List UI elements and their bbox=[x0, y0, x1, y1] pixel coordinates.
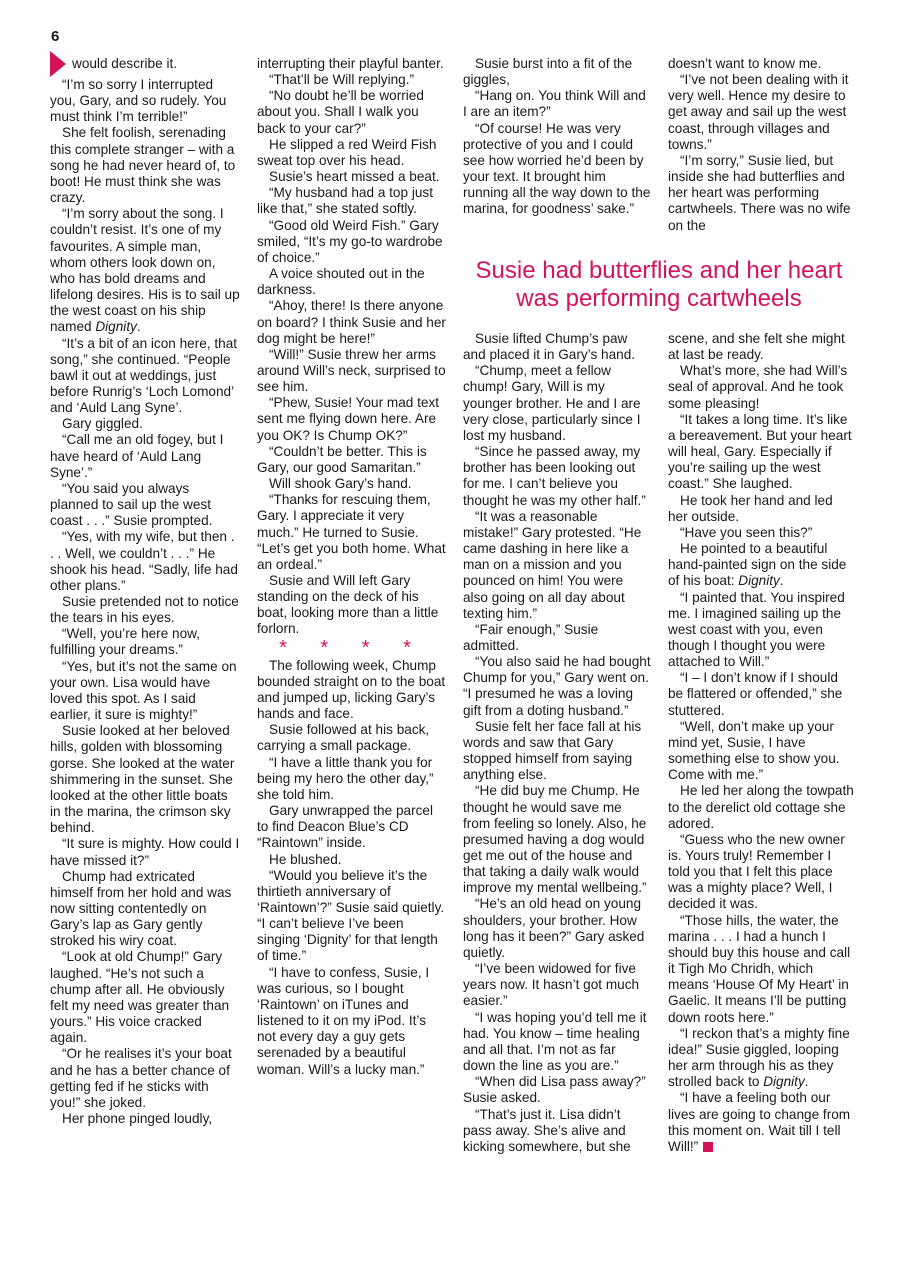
paragraph: Susie pretended not to notice the tears in his eyes. bbox=[50, 594, 239, 626]
paragraph: “Guess who the new owner is. Yours truly! Remember I told you that I felt this place was a mighty place? Well, I decided it was. bbox=[668, 831, 845, 912]
paragraph: “I painted that. You inspired me. I imagined sailing up the west coast with you, even though I thought you were attached to Will.” bbox=[668, 589, 845, 670]
paragraph: “Good old Weird Fish.” Gary smiled, “It’s my go-to wardrobe of choice.” bbox=[257, 217, 443, 265]
paragraph: “He’s an old head on young shoulders, your brother. How long has it been?” Gary asked quietly. bbox=[463, 896, 645, 960]
square-end-icon bbox=[703, 1142, 713, 1152]
paragraph: He slipped a red Weird Fish sweat top over his head. bbox=[257, 136, 437, 168]
paragraph: “Those hills, the water, the marina . . . I had a hunch I should buy this house and call it Tigh Mo Chridh, which means ‘House Of My Heart’ in Gaelic. It means I’ll be putting down roots here.” bbox=[668, 912, 851, 1025]
paragraph: The following week, Chump bounded straight on to the boat and jumped up, licking Gary’s hands and face. bbox=[257, 657, 446, 722]
paragraph: Gary unwrapped the parcel to find Deacon Blue’s CD “Raintown” inside. bbox=[257, 803, 433, 851]
paragraph: He blushed. bbox=[269, 851, 342, 867]
column-1 bbox=[50, 56, 240, 1127]
column-3-bottom bbox=[463, 331, 651, 1155]
paragraph: “He did buy me Chump. He thought he would save me from feeling so lonely. Also, he presumed having a dog would get me out of the house and that taking a daily walk would improve my mental wellbeing.” bbox=[463, 783, 647, 896]
section-break-stars: * * * * bbox=[279, 636, 425, 659]
paragraph: “Ahoy, there! Is there anyone on board? I think Susie and her dog might be here!” bbox=[257, 298, 446, 346]
paragraph: Gary giggled. bbox=[62, 416, 143, 432]
paragraph: doesn’t want to know me. bbox=[668, 56, 822, 71]
paragraph: “I have a feeling both our lives are going to change from this moment on. Wait till I tell Will!” bbox=[668, 1090, 851, 1154]
paragraph: Susie felt her face fall at his words and saw that Gary stopped himself from saying anything else. bbox=[463, 718, 642, 783]
paragraph: “I have to confess, Susie, I was curious, so I bought ‘Raintown’ on iTunes and listened to it on my iPod. It’s not every day a guy gets serenaded by a beautiful woman. Will’s a lucky man.” bbox=[257, 964, 430, 1077]
paragraph: “I – I don’t know if I should be flattered or offended,” she stuttered. bbox=[668, 670, 843, 718]
paragraph: “Fair enough,” Susie admitted. bbox=[463, 621, 599, 653]
paragraph: Susie and Will left Gary standing on the deck of his boat, looking more than a little forlorn. bbox=[257, 573, 439, 637]
paragraph: “Have you seen this?” bbox=[680, 524, 813, 540]
paragraph: would describe it. bbox=[50, 56, 240, 77]
paragraph: He took her hand and led her outside. bbox=[668, 492, 833, 524]
column-4-bottom bbox=[668, 331, 856, 1155]
paragraph: “Look at old Chump!” Gary laughed. “He’s not such a chump after all. He obviously felt my need was greater than yours.” His voice cracked again. bbox=[50, 949, 230, 1046]
paragraph: He pointed to a beautiful hand-painted sign on the side of his boat: Dignity. bbox=[668, 541, 847, 589]
paragraph: “Or he realises it’s your boat and he has a better chance of getting fed if he sticks with you!” she joked. bbox=[50, 1046, 232, 1110]
paragraph: “I have a little thank you for being my hero the other day,” she told him. bbox=[257, 754, 434, 802]
paragraph: “Well, you’re here now, fulfilling your dreams.” bbox=[50, 626, 201, 658]
paragraph: “I reckon that’s a mighty fine idea!” Susie giggled, looping her arm through his as they strolled back to Dignity. bbox=[668, 1025, 850, 1090]
paragraph: “Hang on. You think Will and I are an item?” bbox=[463, 88, 646, 120]
paragraph: “Phew, Susie! Your mad text sent me flying down here. Are you OK? Is Chump OK?” bbox=[257, 395, 440, 443]
triangle-arrow-icon bbox=[50, 51, 66, 77]
paragraph: “I’ve been widowed for five years now. It hasn’t got much easier.” bbox=[463, 961, 640, 1009]
paragraph: Susie’s heart missed a beat. bbox=[269, 169, 440, 185]
paragraph: What’s more, she had Will’s seal of approval. And he took some pleasing! bbox=[668, 363, 848, 411]
paragraph: “It’s a bit of an icon here, that song,” she continued. “People bawl it out at weddings, just before Runrig’s ‘Loch Lomond’ and ‘Auld Lang Syne’. bbox=[50, 335, 238, 416]
paragraph: Chump had extricated himself from her hold and was now sitting contentedly on Gary’s lap as Gary gently stroked his wiry coat. bbox=[50, 868, 232, 949]
paragraph: “Well, don’t make up your mind yet, Susie, I have something else to show you. Come with me.” bbox=[668, 718, 840, 783]
paragraph: “I’m sorry about the song. I couldn’t resist. It’s one of my favourites. A simple man, whom others look down on, who has bold dreams and lifelong desires. His is to sail up the west coast on his ship named Dignity. bbox=[50, 206, 240, 335]
paragraph: She felt foolish, serenading this complete stranger – with a song he had never heard of, to boot! He must think she was crazy. bbox=[50, 125, 236, 206]
paragraph: He led her along the towpath to the derelict old cottage she adored. bbox=[668, 783, 854, 831]
column-3-top bbox=[463, 56, 651, 218]
paragraph: Susie burst into a fit of the giggles, bbox=[463, 56, 633, 88]
paragraph: “That’s just it. Lisa didn’t pass away. She’s alive and kicking somewhere, but she bbox=[463, 1106, 631, 1154]
paragraph: “Yes, with my wife, but then . . . Well, we couldn’t . . .” He shook his head. “Sadly, life had other plans.” bbox=[50, 529, 238, 593]
paragraph: “Thanks for rescuing them, Gary. I appreciate it very much.” He turned to Susie. “Let’s get you both home. What an ordeal.” bbox=[257, 492, 446, 572]
paragraph: “It was a reasonable mistake!” Gary protested. “He came dashing in here like a man on a mission and you pounced on him! You were also going on all day about texting him.” bbox=[463, 508, 642, 621]
paragraph: “I’ve not been dealing with it very well. Hence my desire to get away and sail up the west coast, through villages and towns.” bbox=[668, 72, 849, 152]
paragraph: “I was hoping you’d tell me it had. You know – time healing and all that. I’m not as far down the line as you are.” bbox=[463, 1009, 647, 1074]
paragraph: Will shook Gary’s hand. bbox=[269, 476, 412, 492]
page-number: 6 bbox=[51, 28, 60, 45]
paragraph: “That’ll be Will replying.” bbox=[269, 72, 415, 88]
paragraph: “No doubt he’ll be worried about you. Shall I walk you back to your car?” bbox=[257, 88, 424, 136]
paragraph: Susie looked at her beloved hills, golden with blossoming gorse. She looked at the water shimmering in the sunset. She looked at the other little boats in the marina, the crimson sky behind. bbox=[50, 723, 235, 836]
paragraph: “It takes a long time. It’s like a bereavement. But your heart will heal, Gary. Especially if you’re sailing up the west coast.” She laughed. bbox=[668, 411, 852, 492]
paragraph: “Of course! He was very protective of you and I could see how worried he’d been by your text. It brought him running all the way down to the marina, for goodness’ sake.” bbox=[463, 120, 651, 217]
paragraph: “Would you believe it’s the thirtieth anniversary of ‘Raintown’?” Susie said quietly. “I can’t believe I’ve been singing ‘Dignity’ for that length of time.” bbox=[257, 867, 445, 964]
pull-quote: Susie had butterflies and her heart was performing cartwheels bbox=[475, 257, 843, 312]
column-2 bbox=[257, 56, 447, 1078]
paragraph: “You said you always planned to sail up the west coast . . .” Susie prompted. bbox=[50, 480, 213, 529]
paragraph: scene, and she felt she might at last be ready. bbox=[668, 331, 845, 363]
paragraph: “Yes, but it’s not the same on your own. Lisa would have loved this spot. As I said earlier, it sure is mighty!” bbox=[50, 658, 237, 723]
paragraph: “Chump, meet a fellow chump! Gary, Will is my younger brother. He and I are very close, particularly since I lost my husband. bbox=[463, 363, 641, 443]
paragraph: “When did Lisa pass away?” Susie asked. bbox=[463, 1074, 646, 1106]
paragraph: “Call me an old fogey, but I have heard of ‘Auld Lang Syne’.” bbox=[50, 432, 224, 480]
paragraph: A voice shouted out in the darkness. bbox=[257, 266, 425, 298]
paragraph: “Since he passed away, my brother has been looking out for me. I can’t believe you thought he was my other half.” bbox=[463, 444, 646, 508]
paragraph: Susie followed at his back, carrying a small package. bbox=[257, 722, 430, 754]
paragraph: interrupting their playful banter. bbox=[257, 56, 444, 71]
paragraph: “Will!” Susie threw her arms around Will’s neck, surprised to see him. bbox=[257, 346, 446, 395]
column-4-top bbox=[668, 56, 856, 234]
paragraph: “I’m so sorry I interrupted you, Gary, and so rudely. You must think I’m terrible!” bbox=[50, 77, 227, 125]
paragraph: Susie lifted Chump’s paw and placed it in Gary’s hand. bbox=[463, 331, 636, 363]
paragraph: “It sure is mighty. How could I have missed it?” bbox=[50, 836, 240, 868]
paragraph: “My husband had a top just like that,” she stated softly. bbox=[257, 185, 433, 217]
paragraph: Her phone pinged loudly, bbox=[62, 1111, 213, 1126]
paragraph: “I’m sorry,” Susie lied, but inside she had butterflies and her heart was performing cartwheels. There was no wife on the bbox=[668, 152, 851, 233]
paragraph: “You also said he had bought Chump for you,” Gary went on. “I presumed he was a loving gift from a doting husband.” bbox=[463, 654, 651, 718]
paragraph: “Couldn’t be better. This is Gary, our good Samaritan.” bbox=[257, 443, 427, 475]
